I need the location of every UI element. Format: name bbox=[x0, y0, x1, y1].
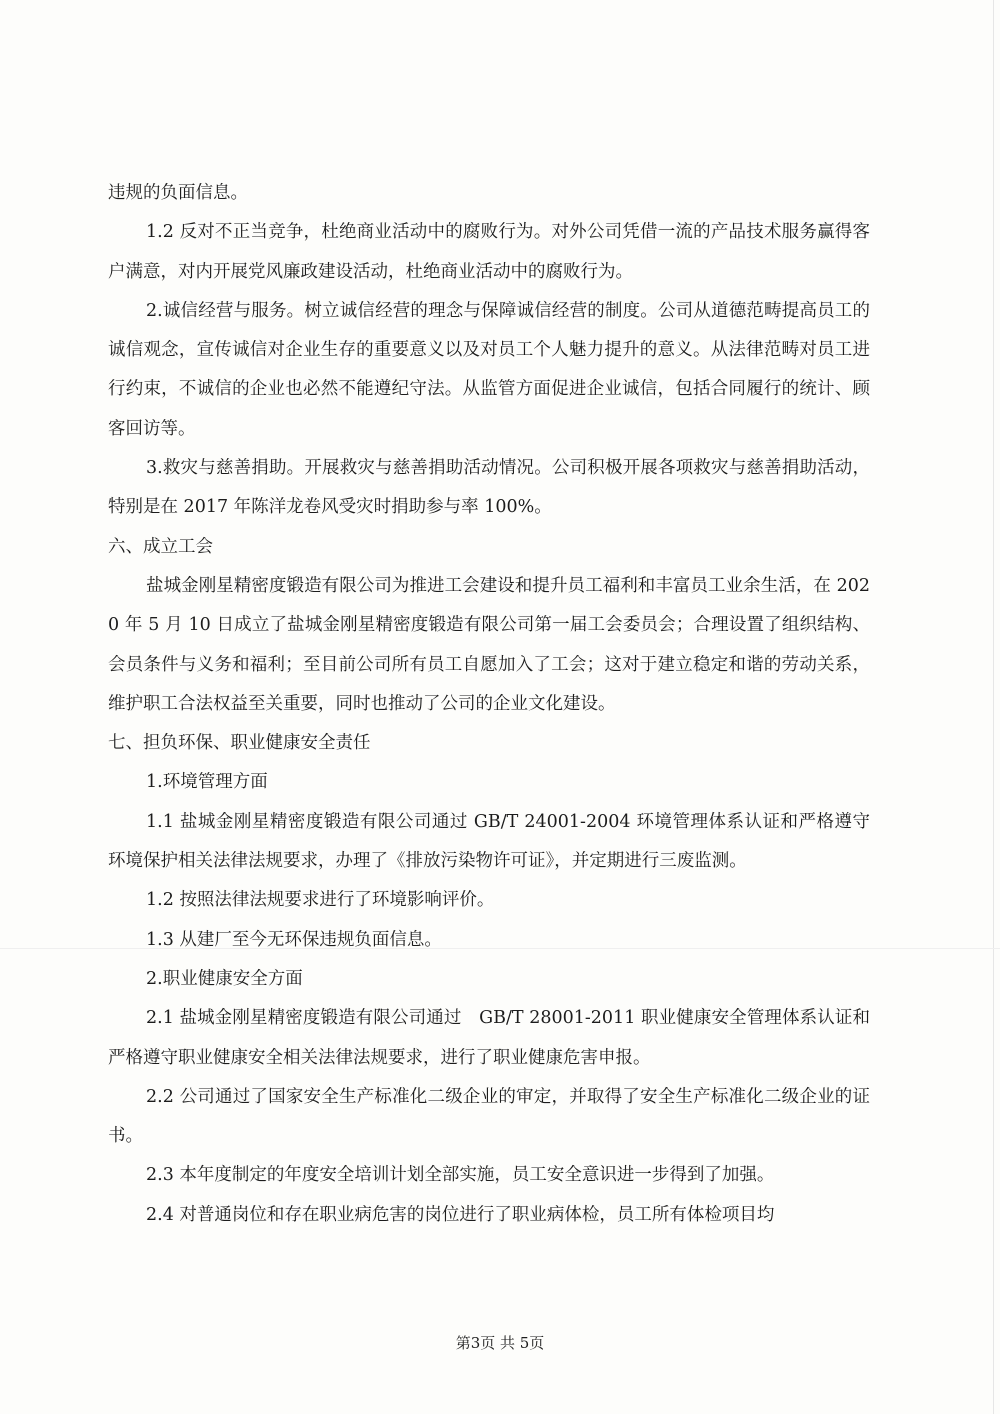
subheading-1-environment: 1.环境管理方面 bbox=[146, 772, 268, 793]
paragraph-union: 盐城金刚星精密度锻造有限公司为推进工会建设和提升员工福利和丰富员工业余生活，在 2020 年 5 月 10 日成立了盐城金刚星精密度锻造有限公司第一届工会委员会；合理设置了组织结构、会员条件与义务和福利；至目前公司所有员工自愿加入了工会；这对于建立稳定和谐的劳动关系，维护职工合法权益至关重要，同时也推动了公司的企业文化建设。 bbox=[108, 575, 870, 714]
heading-7-environment-safety: 七、担负环保、职业健康安全责任 bbox=[108, 733, 371, 754]
paragraph-1-3-no-violation: 1.3 从建厂至今无环保违规负面信息。 bbox=[146, 929, 442, 950]
heading-6-union: 六、成立工会 bbox=[108, 536, 213, 557]
paragraph-2-4-health-check: 2.4 对普通岗位和存在职业病危害的岗位进行了职业病体检，员工所有体检项目均 bbox=[146, 1204, 775, 1225]
paragraph-violation-info: 违规的负面信息。 bbox=[108, 183, 248, 203]
subheading-2-health-safety: 2.职业健康安全方面 bbox=[146, 968, 303, 989]
paragraph-1-2-env-assessment: 1.2 按照法律法规要求进行了环境影响评价。 bbox=[146, 890, 495, 911]
paragraph-1-1-env-cert: 1.1 盐城金刚星精密度锻造有限公司通过 GB/T 24001-2004 环境管理体系认证和严格遵守环境保护相关法律法规要求，办理了《排放污染物许可证》，并定期进行三废监测。 bbox=[108, 811, 870, 872]
paragraph-1-2-anti-competition: 1.2 反对不正当竞争，杜绝商业活动中的腐败行为。对外公司凭借一流的产品技术服务赢得客户满意，对内开展党风廉政建设活动，杜绝商业活动中的腐败行为。 bbox=[108, 222, 870, 282]
scan-edge-line bbox=[993, 0, 994, 1414]
paragraph-2-1-ohs-cert: 2.1 盐城金刚星精密度锻造有限公司通过 GB/T 28001-2011 职业健康安全管理体系认证和严格遵守职业健康安全相关法律法规要求，进行了职业健康危害申报。 bbox=[108, 1008, 870, 1068]
paragraph-2-3-training: 2.3 本年度制定的年度安全培训计划全部实施，员工安全意识进一步得到了加强。 bbox=[146, 1165, 775, 1186]
paragraph-3-charity: 3.救灾与慈善捐助。开展救灾与慈善捐助活动情况。公司积极开展各项救灾与慈善捐助活动，特别是在 2017 年陈洋龙卷风受灾时捐助参与率 100%。 bbox=[108, 458, 870, 518]
document-body bbox=[108, 174, 870, 1235]
paragraph-2-integrity: 2.诚信经营与服务。树立诚信经营的理念与保障诚信经营的制度。公司从道德范畴提高员工的诚信观念，宣传诚信对企业生存的重要意义以及对员工个人魅力提升的意义。从法律范畴对员工进行约束，不诚信的企业也必然不能遵纪守法。从监管方面促进企业诚信，包括合同履行的统计、顾客回访等。 bbox=[108, 300, 870, 439]
page-number-footer: 第3页 共 5页 bbox=[455, 1334, 545, 1352]
paragraph-2-2-safety-standard: 2.2 公司通过了国家安全生产标准化二级企业的审定，并取得了安全生产标准化二级企业的证书。 bbox=[108, 1086, 870, 1147]
